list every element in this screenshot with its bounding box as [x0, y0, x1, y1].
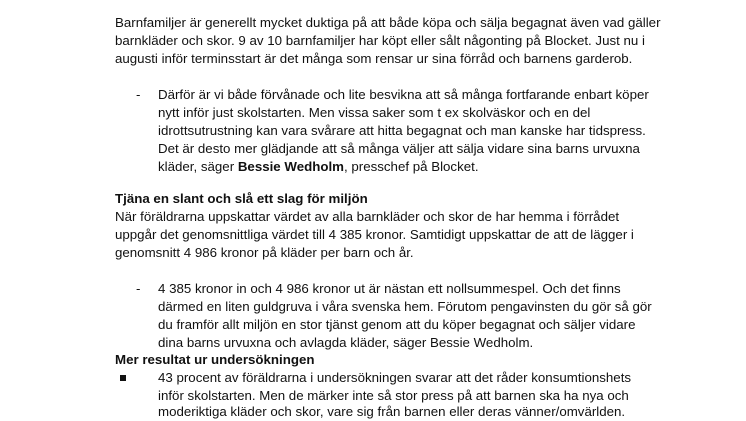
quote2-line-1: 4 385 kronor in och 4 986 kronor ut är nästan ett nollsummespel. Och det finns	[158, 281, 621, 296]
quote1-line-3: idrottsutrustning kan vara svårare att hitta begagnat och man kanske har tidspress.	[158, 123, 646, 138]
quote1-line-1: Därför är vi både förvånade och lite besvikna att så många fortfarande enbart köper	[158, 87, 649, 102]
section1-heading: Tjäna en slant och slå ett slag för miljön	[115, 191, 368, 206]
spokesperson-name: Bessie Wedholm	[237, 159, 344, 174]
intro-line-3: augusti inför terminsstart är det många som rensar ur sina förråd och barnens garderob.	[115, 51, 633, 66]
quote1-line-4: Det är desto mer glädjande att så många väljer att sälja vidare sina barns urvuxna	[158, 141, 640, 156]
section1-line-1: När föräldrarna uppskattar värdet av alla barnkläder och skor de har hemma i förrådet	[115, 209, 620, 224]
quote1-line-2: nytt inför just skolstarten. Men vissa saker som t ex skolväskor och en del	[158, 105, 591, 120]
section1-line-3: genomsnitt 4 986 kronor på kläder per barn och år.	[115, 245, 414, 260]
section2-bullet-line-3: moderiktiga kläder och skor, vare sig från barnen eller deras vänner/omvärlden.	[158, 404, 626, 419]
section1-line-2: uppgår det genomsnittliga värdet till 4 385 kronor. Samtidigt uppskattar de att de lägger i	[115, 227, 634, 242]
intro-line-2: barnkläder och skor. 9 av 10 barnfamiljer har köpt eller sålt någonting på Blocket. Just nu i	[115, 33, 645, 48]
section2-bullet-line-2: inför skolstarten. Men de märker inte så stor press på att barnen ska ha nya och	[158, 388, 629, 403]
quote2-line-3: du framför allt miljön en stor tjänst genom att du köper begagnat och säljer vidare	[158, 317, 636, 332]
quote1-line-5	[158, 158, 479, 176]
square-bullet-icon	[120, 375, 126, 381]
quote1-dash-marker: -	[136, 87, 141, 102]
intro-line-1: Barnfamiljer är generellt mycket duktiga på att både köpa och sälja begagnat även vad gäller	[115, 15, 661, 30]
quote2-line-2: därmed en liten guldgruva i våra svenska hem. Förutom pengavinsten du gör så gör	[158, 299, 652, 314]
section2-bullet-line-1: 43 procent av föräldrarna i undersökningen svarar att det råder konsumtionshets	[158, 370, 632, 385]
quote2-line-4: dina barns urvuxna och avlagda kläder, säger Bessie Wedholm.	[158, 335, 534, 350]
quote1-line-5-pre: kläder, säger	[158, 159, 238, 174]
quote2-dash-marker: -	[136, 281, 141, 296]
quote1-line-5-post: , presschef på Blocket.	[344, 159, 479, 174]
section2-heading: Mer resultat ur undersökningen	[115, 352, 315, 367]
